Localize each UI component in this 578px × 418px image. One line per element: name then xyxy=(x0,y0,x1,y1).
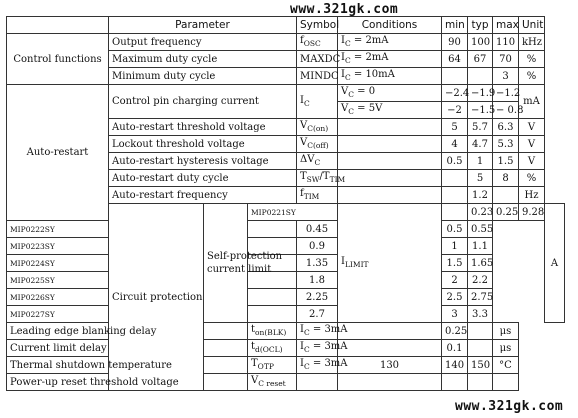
unit-cell: V xyxy=(519,119,545,136)
condition-cell: $I_C = 2mA$ xyxy=(338,51,442,68)
condition-cell: $I_C = 2mA$ xyxy=(338,34,442,51)
unit-cell xyxy=(493,374,519,391)
condition-cell: $I_C = 3mA$ xyxy=(297,357,338,374)
unit-cell: Hz xyxy=(519,187,545,204)
unit-cell: μs xyxy=(493,323,519,340)
symbol-cell: $I_{LIMIT}$ xyxy=(338,204,442,323)
condition-cell xyxy=(338,136,442,153)
part-number: MIP0223SY xyxy=(7,238,204,255)
unit-cell: μs xyxy=(493,340,519,357)
condition-cell xyxy=(248,221,297,238)
max-cell xyxy=(493,187,519,204)
part-number: MIP0224SY xyxy=(7,255,204,272)
unit-cell: A xyxy=(545,204,565,323)
max-cell: 0.55 xyxy=(468,221,493,238)
typ-cell: 0.25 xyxy=(493,204,519,221)
min-cell: 1.8 xyxy=(297,272,338,289)
min-cell: 0.45 xyxy=(297,221,338,238)
param-cell: Auto-restart threshold voltage xyxy=(109,119,297,136)
condition-cell xyxy=(297,374,338,391)
param-cell: Minimum duty cycle xyxy=(109,68,297,85)
unit-cell: V xyxy=(519,153,545,170)
typ-cell: 140 xyxy=(442,357,468,374)
param-cell: Current limit delay xyxy=(7,340,248,357)
typ-cell: 1.5 xyxy=(442,255,468,272)
symbol-cell: $V_{C(off)}$ xyxy=(297,136,338,153)
unit-cell: kHz xyxy=(519,34,545,51)
typ-cell: 0.1 xyxy=(442,340,468,357)
header-parameter: Parameter xyxy=(109,17,297,34)
row-totp xyxy=(7,357,565,374)
symbol-cell: $\Delta V_C$ xyxy=(297,153,338,170)
typ-cell: −1.5 xyxy=(468,102,493,119)
min-cell xyxy=(442,187,468,204)
row-ilimit-3 xyxy=(7,255,565,272)
watermark-top: www.321gk.com xyxy=(290,2,399,17)
symbol-cell: $T_{OTP}$ xyxy=(248,357,297,374)
header-group xyxy=(7,17,109,34)
max-cell: −1.2 xyxy=(493,85,519,102)
part-number: MIP0222SY xyxy=(7,221,204,238)
part-number: MIP0226SY xyxy=(7,289,204,306)
condition-cell xyxy=(338,170,442,187)
row-ilimit-2 xyxy=(7,238,565,255)
typ-cell: 2 xyxy=(442,272,468,289)
param-cell: Output frequency xyxy=(109,34,297,51)
min-cell: 90 xyxy=(442,34,468,51)
typ-cell: 3 xyxy=(442,306,468,323)
condition-cell xyxy=(248,289,297,306)
condition-cell: $V_C = 5V$ xyxy=(338,102,442,119)
typ-cell: −1.9 xyxy=(468,85,493,102)
row-ic-a xyxy=(7,85,565,102)
param-cell: Self-protection current limit xyxy=(204,204,248,323)
header-typ: typ xyxy=(468,17,493,34)
min-cell: −2.4 xyxy=(442,85,468,102)
max-cell: 150 xyxy=(468,357,493,374)
symbol-cell: MINDC xyxy=(297,68,338,85)
param-cell: Maximum duty cycle xyxy=(109,51,297,68)
part-number: MIP0221SY xyxy=(248,204,338,221)
param-cell: Auto-restart duty cycle xyxy=(109,170,297,187)
condition-cell: $V_C = 0$ xyxy=(338,85,442,102)
min-cell: 64 xyxy=(442,51,468,68)
part-number: MIP0227SY xyxy=(7,306,204,323)
group-autorestart: Auto-restart xyxy=(7,85,109,221)
header-min: min xyxy=(442,17,468,34)
condition-cell: $I_C = 3mA$ xyxy=(297,323,338,340)
min-cell xyxy=(338,340,442,357)
condition-cell xyxy=(442,204,468,221)
spec-table xyxy=(6,16,565,391)
row-ilimit-6 xyxy=(7,306,565,323)
max-cell: 110 xyxy=(493,34,519,51)
typ-cell: 1.2 xyxy=(468,187,493,204)
min-cell: −2 xyxy=(442,102,468,119)
symbol-cell: $I_C$ xyxy=(297,85,338,119)
max-cell: 1.5 xyxy=(493,153,519,170)
param-cell: Control pin charging current xyxy=(109,85,297,119)
condition-cell xyxy=(338,153,442,170)
header-conditions: Conditions xyxy=(338,17,442,34)
unit-cell: % xyxy=(519,170,545,187)
group-control: Control functions xyxy=(7,34,109,85)
condition-cell xyxy=(248,306,297,323)
row-fosc xyxy=(7,34,565,51)
max-cell: 5.3 xyxy=(493,136,519,153)
condition-cell: $I_C = 10mA$ xyxy=(338,68,442,85)
symbol-cell: $t_{on(BLK)}$ xyxy=(248,323,297,340)
group-protection: Circuit protection xyxy=(109,204,204,391)
typ-cell: 1 xyxy=(442,238,468,255)
row-ilimit-4 xyxy=(7,272,565,289)
param-cell: Thermal shutdown temperature xyxy=(7,357,248,374)
min-cell: 0.23 xyxy=(468,204,493,221)
symbol-cell: $f_{OSC}$ xyxy=(297,34,338,51)
typ-cell: 67 xyxy=(468,51,493,68)
header-symbol: Symbol xyxy=(297,17,338,34)
min-cell xyxy=(338,374,442,391)
max-cell: 3 xyxy=(493,68,519,85)
max-cell: 6.3 xyxy=(493,119,519,136)
max-cell: 8 xyxy=(493,170,519,187)
param-cell: Power-up reset threshold voltage xyxy=(7,374,248,391)
min-cell: 2.7 xyxy=(297,306,338,323)
unit-cell: % xyxy=(519,68,545,85)
min-cell: 130 xyxy=(338,357,442,374)
min-cell: 0.9 xyxy=(297,238,338,255)
condition-cell xyxy=(338,119,442,136)
typ-cell: 5 xyxy=(468,170,493,187)
typ-cell: 100 xyxy=(468,34,493,51)
typ-cell: 0.5 xyxy=(442,221,468,238)
unit-cell: V xyxy=(519,136,545,153)
min-cell: 2.25 xyxy=(297,289,338,306)
condition-cell: $I_C = 3mA$ xyxy=(297,340,338,357)
symbol-cell: MAXDC xyxy=(297,51,338,68)
header-row xyxy=(7,17,565,34)
param-cell: Leading edge blanking delay xyxy=(7,323,248,340)
max-cell: 1.1 xyxy=(468,238,493,255)
param-cell: Auto-restart frequency xyxy=(109,187,297,204)
max-cell: 70 xyxy=(493,51,519,68)
max-cell: 2.2 xyxy=(468,272,493,289)
min-cell: 1.35 xyxy=(297,255,338,272)
max-cell: 9.28 xyxy=(519,204,545,221)
symbol-cell: $t_{d(OCL)}$ xyxy=(248,340,297,357)
typ-cell: 1 xyxy=(468,153,493,170)
min-cell xyxy=(442,68,468,85)
symbol-cell: $T_{SW}/T_{TIM}$ xyxy=(297,170,338,187)
typ-cell xyxy=(468,68,493,85)
max-cell: 3.3 xyxy=(468,306,493,323)
typ-cell: 0.25 xyxy=(442,323,468,340)
row-blk xyxy=(7,323,565,340)
symbol-cell: $V_{C reset}$ xyxy=(248,374,297,391)
symbol-cell: $V_{C(on)}$ xyxy=(297,119,338,136)
symbol-cell: $f_{TIM}$ xyxy=(297,187,338,204)
min-cell: 0.5 xyxy=(442,153,468,170)
max-cell xyxy=(468,323,493,340)
typ-cell: 4.7 xyxy=(468,136,493,153)
min-cell xyxy=(442,170,468,187)
header-max: max xyxy=(493,17,519,34)
max-cell: 2.75 xyxy=(468,289,493,306)
min-cell: 5 xyxy=(442,119,468,136)
row-ocl xyxy=(7,340,565,357)
unit-cell: % xyxy=(519,51,545,68)
header-unit: Unit xyxy=(519,17,545,34)
min-cell: 4 xyxy=(442,136,468,153)
param-cell: Auto-restart hysteresis voltage xyxy=(109,153,297,170)
max-cell: − 0.8 xyxy=(493,102,519,119)
row-ilimit-5 xyxy=(7,289,565,306)
part-number: MIP0225SY xyxy=(7,272,204,289)
max-cell: 1.65 xyxy=(468,255,493,272)
max-cell xyxy=(468,374,493,391)
watermark-bottom: www.321gk.com xyxy=(452,399,566,414)
min-cell xyxy=(338,323,442,340)
param-cell: Lockout threshold voltage xyxy=(109,136,297,153)
condition-cell xyxy=(338,187,442,204)
row-vcreset xyxy=(7,374,565,391)
max-cell xyxy=(468,340,493,357)
typ-cell: 2.5 xyxy=(442,289,468,306)
row-ilimit-1 xyxy=(7,221,565,238)
typ-cell: 5.7 xyxy=(468,119,493,136)
unit-cell: °C xyxy=(493,357,519,374)
typ-cell xyxy=(442,374,468,391)
unit-cell: mA xyxy=(519,85,545,119)
